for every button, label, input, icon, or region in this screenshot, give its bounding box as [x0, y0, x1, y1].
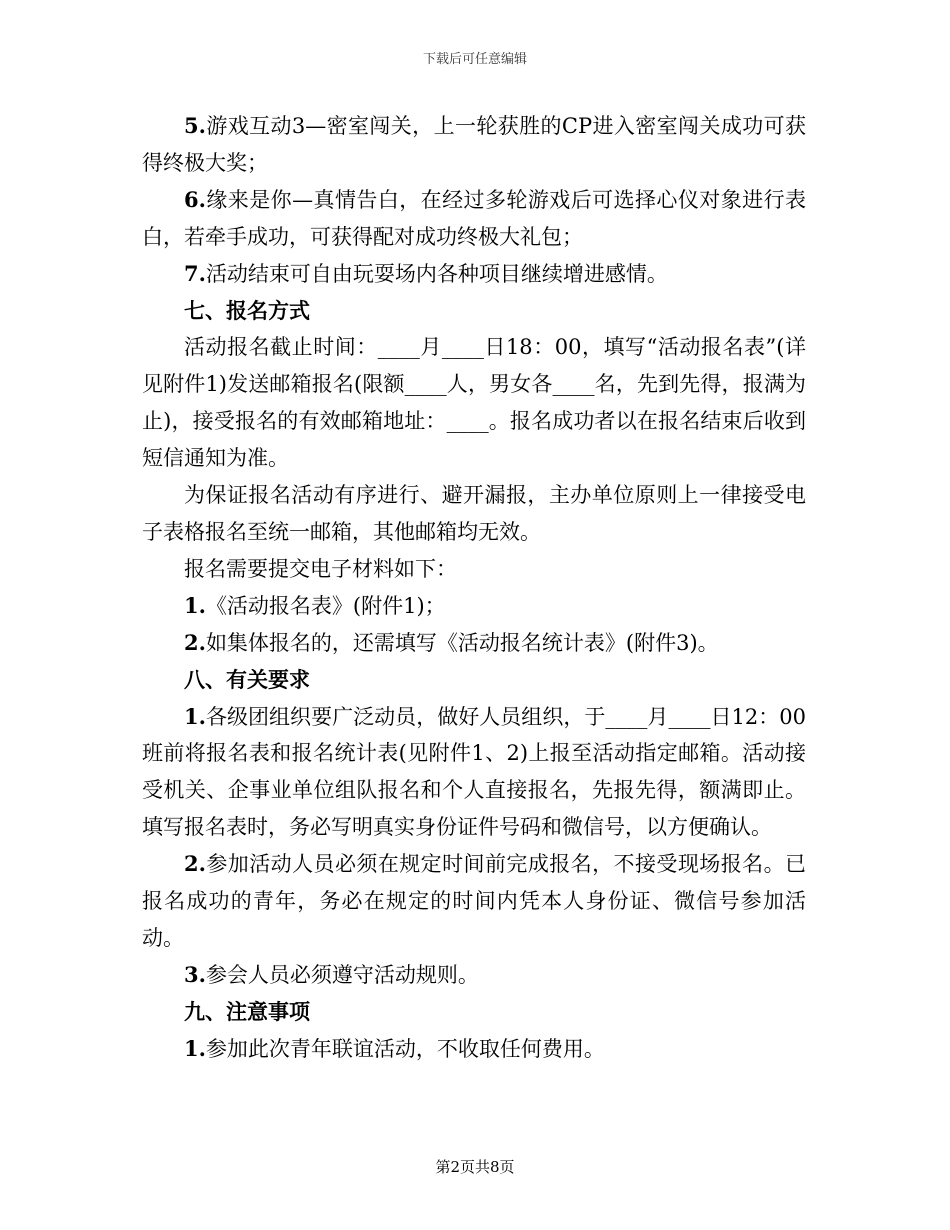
item-number: 5.: [184, 113, 206, 138]
list-item: [142, 846, 806, 957]
item-text: 各级团组织要广泛动员，做好人员组织，于____月____日12：00班前将报名表和报名统计表(见附件1、2)上报至活动指定邮箱。活动接受机关、企事业单位组队报名和个人直接报名，先报先得，额满即止。填写报名表时，务必写明真实身份证件号码和微信号，以方便确认。: [142, 704, 806, 840]
list-item: [142, 256, 806, 293]
body-paragraph: 为保证报名活动有序进行、避开漏报，主办单位原则上一律接受电子表格报名至统一邮箱，其他邮箱均无效。: [142, 483, 806, 544]
list-item: [142, 1031, 806, 1068]
page-header: 下载后可任意编辑: [422, 52, 527, 67]
item-text: 缘来是你—真情告白，在经过多轮游戏后可选择心仪对象进行表白，若牵手成功，可获得配对成功终极大礼包；: [142, 187, 806, 249]
section-heading-requirements: 八、有关要求: [184, 667, 310, 692]
item-text: 参加活动人员必须在规定时间前完成报名，不接受现场报名。已报名成功的青年，务必在规定的时间内凭本人身份证、微信号参加活动。: [142, 852, 806, 950]
item-number: 2.: [184, 629, 206, 655]
item-number: 7.: [184, 260, 206, 286]
item-text: 活动结束可自由玩耍场内各种项目继续增进感情。: [205, 261, 668, 286]
item-text: 参会人员必须遵守活动规则。: [205, 962, 479, 987]
list-item: [142, 182, 806, 256]
list-item: [142, 588, 806, 625]
item-text: 如集体报名的，还需填写《活动报名统计表》(附件3)。: [205, 630, 719, 655]
list-item: [142, 625, 806, 662]
item-text: 《活动报名表》(附件1)；: [205, 593, 446, 618]
document-body: [142, 108, 806, 1068]
page-number: 第2页共8页: [435, 1158, 515, 1176]
item-number: 1.: [184, 592, 206, 618]
list-item: [142, 108, 806, 182]
item-number: 3.: [184, 961, 206, 987]
item-number: 2.: [184, 851, 206, 877]
body-paragraph: 活动报名截止时间：____月____日18：00，填写“活动报名表”(详见附件1)发送邮箱报名(限额____人，男女各____名，先到先得，报满为止)，接受报名的有效邮箱地址：____。报名成功者以在报名结束后收到短信通知为准。: [142, 335, 806, 471]
list-item: [142, 957, 806, 994]
item-number: 6.: [184, 186, 206, 212]
section-heading-notes: 九、注意事项: [184, 999, 310, 1024]
item-text: 参加此次青年联谊活动，不收取任何费用。: [205, 1036, 605, 1061]
item-text: 游戏互动3—密室闯关，上一轮获胜的CP进入密室闯关成功可获得终极大奖；: [142, 114, 806, 175]
item-number: 1.: [184, 703, 206, 729]
list-item: [142, 699, 806, 847]
item-number: 1.: [184, 1035, 206, 1061]
section-heading-registration: 七、报名方式: [184, 298, 310, 323]
body-paragraph: 报名需要提交电子材料如下：: [184, 556, 457, 581]
